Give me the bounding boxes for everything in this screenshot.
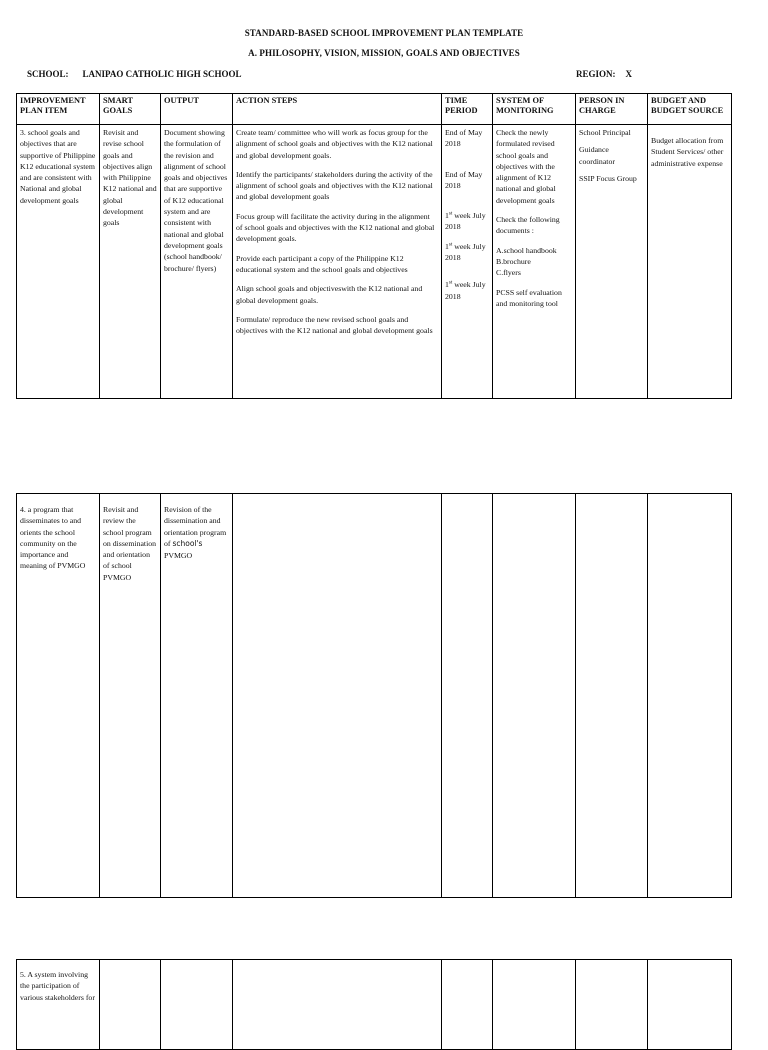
action-step: Formulate/ reproduce the new revised school goals and objectives with the K12 national and global development goals xyxy=(236,314,433,336)
action-step: Create team/ committee who will work as focus group for the alignment of school goals and objectives with the K12 national and global development goals. xyxy=(236,128,433,160)
person-entry: Guidance coordinator xyxy=(579,145,615,166)
header-system-of-monitoring: SYSTEM OF MONITORING xyxy=(493,94,576,125)
time-entry: 1st week July 2018 xyxy=(445,280,486,301)
row3-item: 3. school goals and objectives that are supportive of Philippine K12 educational system and are consistent with National and global development goals xyxy=(17,125,100,399)
header-output: OUTPUT xyxy=(161,94,233,125)
row3-actions xyxy=(233,125,442,399)
document-title: STANDARD-BASED SCHOOL IMPROVEMENT PLAN TEMPLATE xyxy=(244,28,524,38)
row4-monitoring xyxy=(493,494,576,898)
monitoring-doc: B.brochure xyxy=(496,256,531,266)
monitoring-list xyxy=(496,245,572,279)
header-smart-goals: SMART GOALS xyxy=(100,94,161,125)
plan-table-3 xyxy=(16,959,732,1050)
region-value: X xyxy=(625,69,633,79)
monitoring-entry: PCSS self evaluation and monitoring tool xyxy=(496,287,562,308)
person-entry: School Principal xyxy=(579,128,631,137)
row5-time xyxy=(442,960,493,1050)
school-name: LANIPAO CATHOLIC HIGH SCHOOL xyxy=(82,69,242,79)
header-time-period: TIME PERIOD xyxy=(442,94,493,125)
header-budget-source: BUDGET AND BUDGET SOURCE xyxy=(648,94,732,125)
row3-monitoring xyxy=(493,125,576,399)
monitoring-doc: A.school handbook xyxy=(496,245,557,255)
row4-person xyxy=(576,494,648,898)
row4-item: 4. a program that disseminates to and orients the school community on the importance and meaning of PVMGO xyxy=(17,494,100,898)
row5-item: 5. A system involving the participation of various stakeholders for xyxy=(17,960,100,1050)
budget-entry: Budget allocation from Student Services/ other administrative expense xyxy=(651,136,724,168)
header-improvement-plan-item: IMPROVEMENT PLAN ITEM xyxy=(17,94,100,125)
row3-output: Document showing the formulation of the revision and alignment of school goals and objectives that are supportive of K12 educational system and are consistent with national and global development goals (school handbook/ brochure/ flyers) xyxy=(161,125,233,399)
time-entry: 1st week July 2018 xyxy=(445,241,486,263)
table-row-3 xyxy=(17,125,732,399)
row4-budget xyxy=(648,494,732,898)
row5-monitoring xyxy=(493,960,576,1050)
region-label: REGION: xyxy=(576,69,616,79)
school-line xyxy=(27,69,255,79)
row5-actions xyxy=(233,960,442,1050)
action-step: Provide each participant a copy of the Philippine K12 educational system and the school goals and objectives xyxy=(236,253,408,274)
row5-output xyxy=(161,960,233,1050)
row5-person xyxy=(576,960,648,1050)
table-row-4 xyxy=(17,494,732,898)
row5-goals xyxy=(100,960,161,1050)
table-row-5 xyxy=(17,960,732,1050)
plan-table-1 xyxy=(16,93,732,399)
action-step: Identify the participants/ stakeholders during the activity of the alignment of school goals and objectives with the K12 national and global development goals xyxy=(236,169,433,202)
monitoring-doc: C.flyers xyxy=(496,268,521,278)
row3-person xyxy=(576,125,648,399)
row4-time xyxy=(442,494,493,898)
action-step: Align school goals and objectiveswith the K12 national and global development goals. xyxy=(236,284,423,305)
region-line xyxy=(576,69,642,79)
row3-goals: Revisit and revise school goals and objectives align with Philippine K12 national and global development goals xyxy=(100,125,161,399)
plan-table-2 xyxy=(16,493,732,898)
action-step: Focus group will facilitate the activity during in the alignment of school goals and objectives with the K12 national and global development goals. xyxy=(236,211,435,244)
header-action-steps: ACTION STEPS xyxy=(233,94,442,125)
header-person-in-charge: PERSON IN CHARGE xyxy=(576,94,648,125)
header-row xyxy=(17,94,732,125)
time-entry: End of May 2018 xyxy=(445,128,483,149)
row5-budget xyxy=(648,960,732,1050)
time-entry: End of May 2018 xyxy=(445,169,483,190)
row4-actions xyxy=(233,494,442,898)
row3-budget xyxy=(648,125,732,399)
time-entry: 1st week July 2018 xyxy=(445,211,486,232)
monitoring-entry: Check the following documents : xyxy=(496,215,560,236)
monitoring-entry: Check the newly formulated revised school goals and objectives with the alignment of K12 national and global development goals xyxy=(496,128,556,205)
row4-output: Revision of the dissemination and orientation program of school's PVMGO xyxy=(161,494,233,898)
row4-goals: Revisit and review the school program on dissemination and orientation of school PVMGO xyxy=(100,494,161,898)
section-title: A. PHILOSOPHY, VISION, MISSION, GOALS AND OBJECTIVES xyxy=(248,48,520,58)
school-label: SCHOOL: xyxy=(27,69,69,79)
row3-time xyxy=(442,125,493,399)
person-entry: SSIP Focus Group xyxy=(579,173,637,183)
